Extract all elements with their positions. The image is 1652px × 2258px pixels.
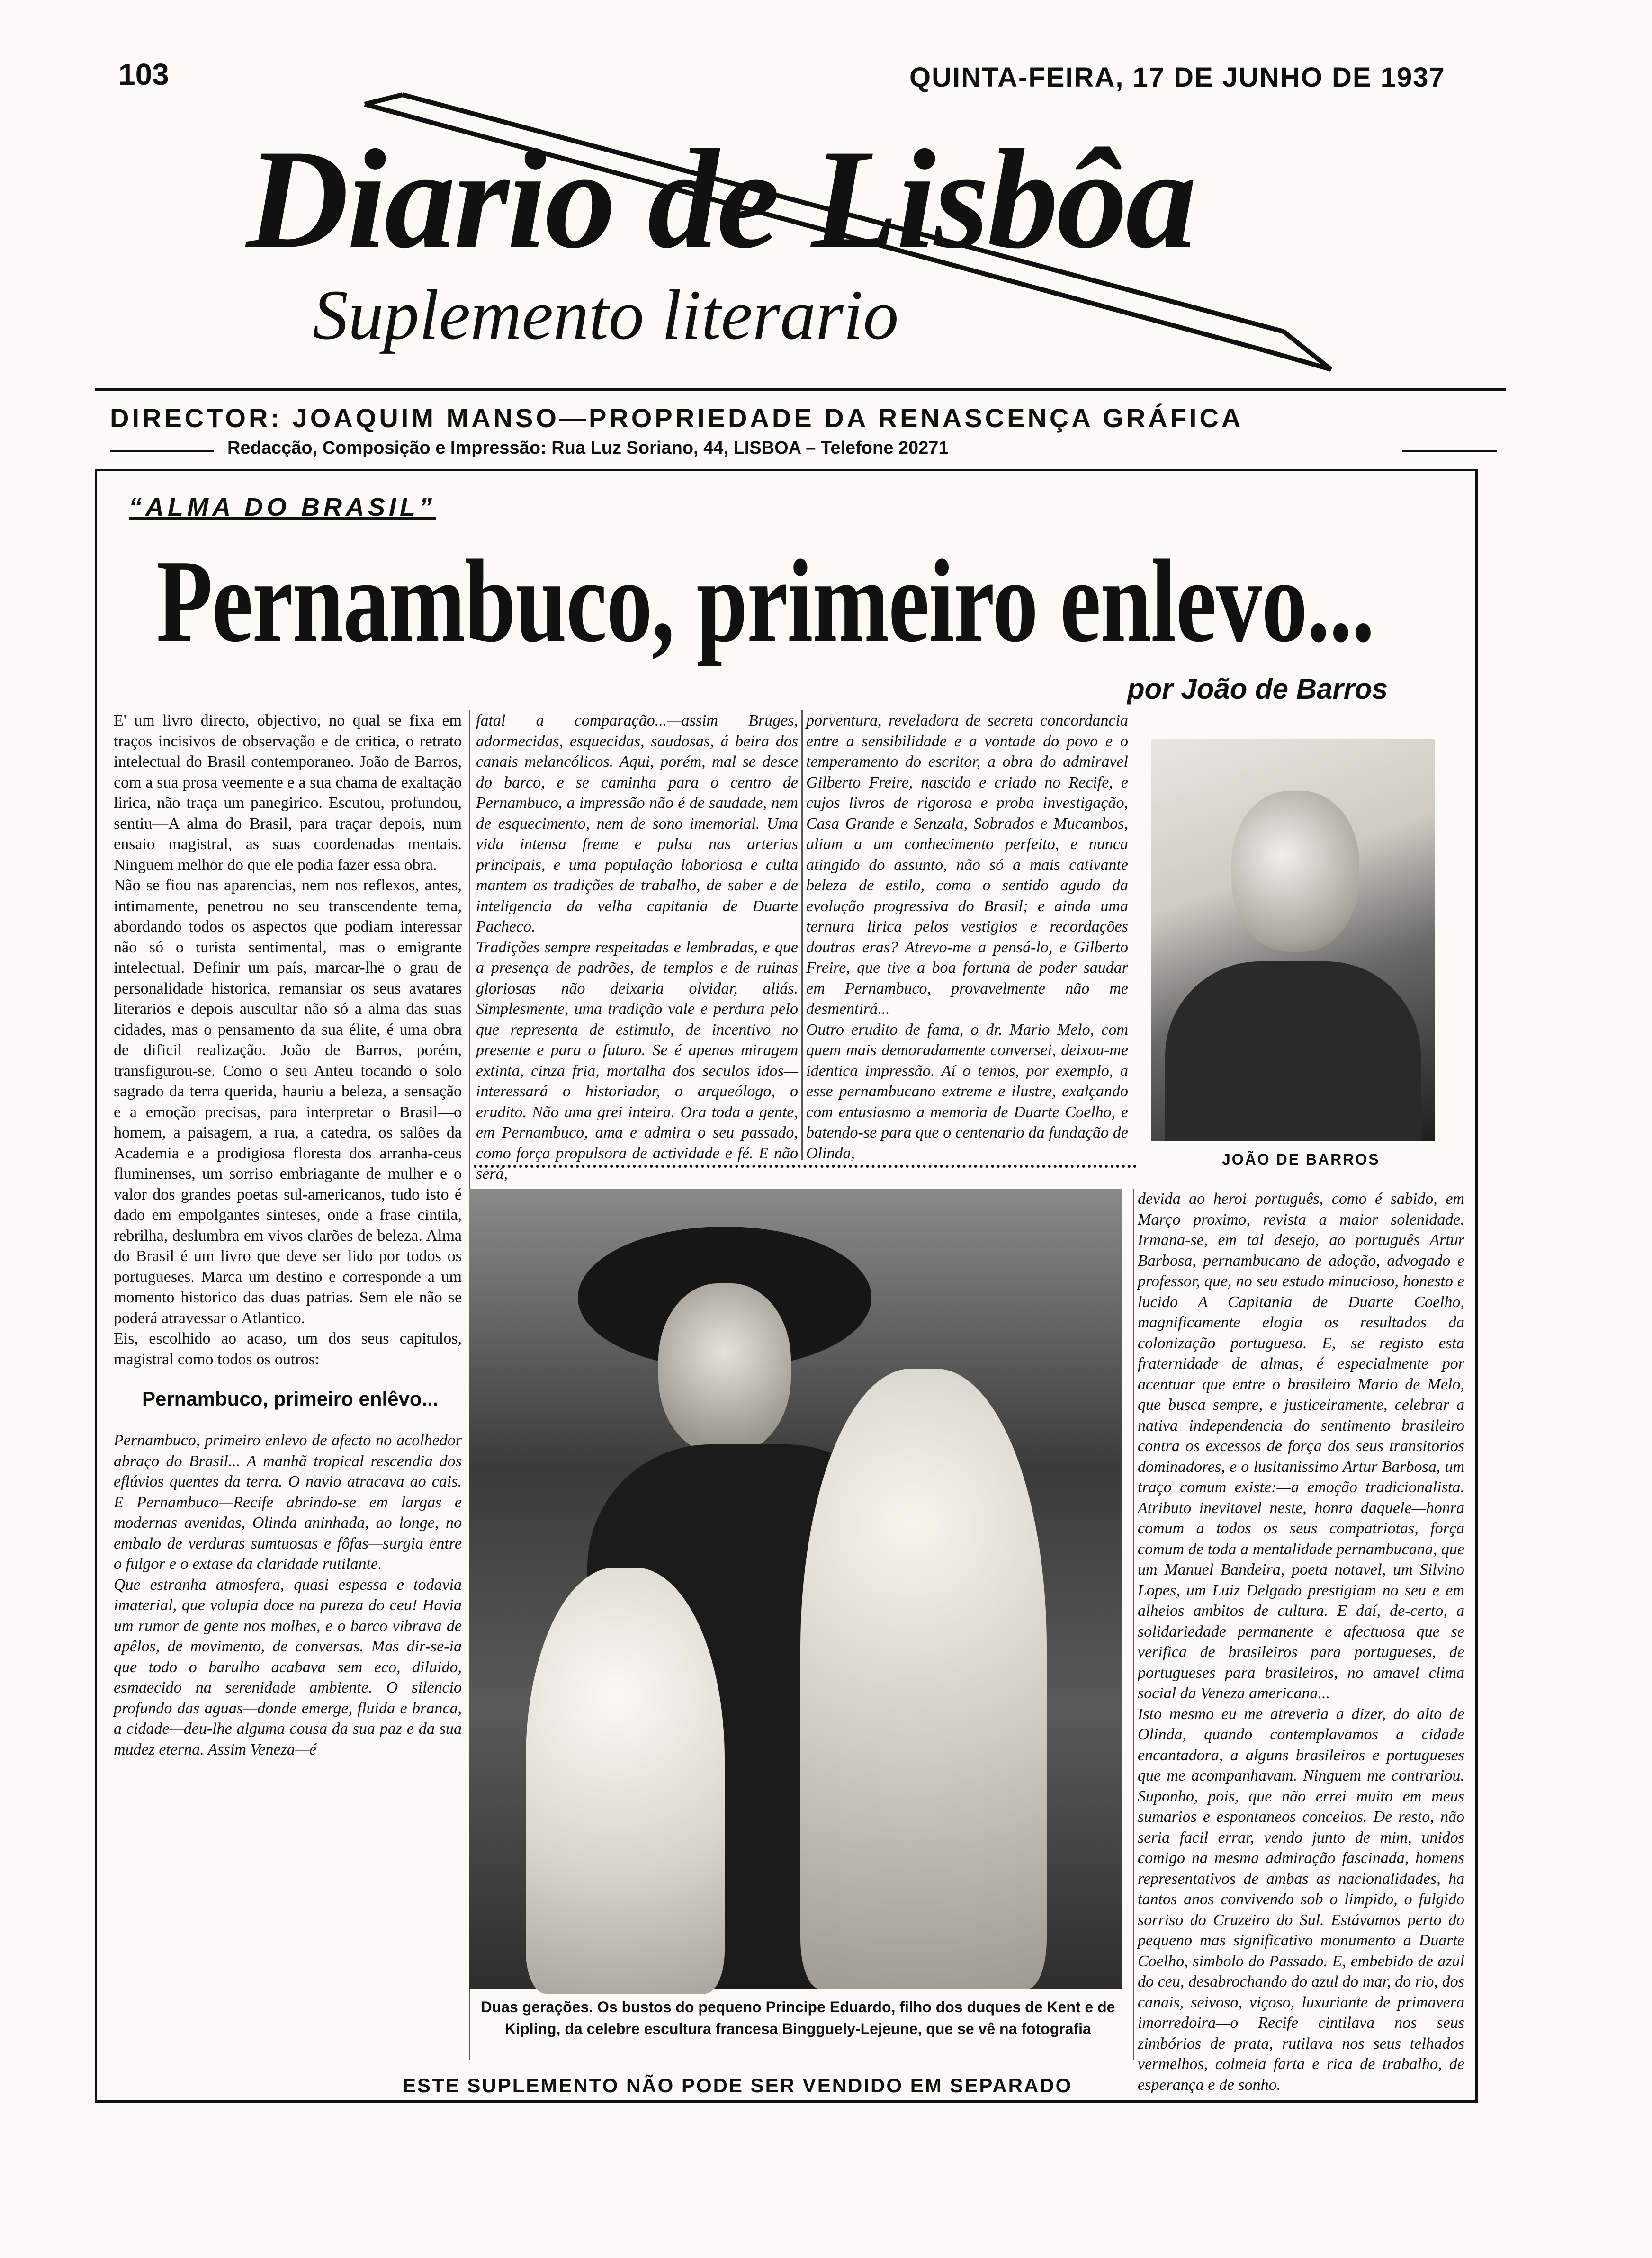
man-bust — [800, 1369, 1047, 1989]
masthead-subtitle: Suplemento literario — [313, 276, 899, 354]
article-column-3: porventura, reveladora de secreta concordancia entre a sensibilidade e a vontade do povo e o temperamento do escritor, a obra do admiravel Gilberto Freire, nascido e criado no Recife, e cujos livros de rigorosa e proba investigação, Casa Grande e Senzala, Sobrados e Mucambos, aliam a um conhecimento perfeito, e nunca atingido do assunto, não só a mais cativante beleza de estilo, como o sentido agudo da evolução progressiva do Brasil; e ainda uma ternura lirica pelos vestigios e recordações doutras eras? Atrevo-me a pensá-lo, e Gilberto Freire, que tive a boa fortuna de poder saudar em Pernambuco, provavelmente não me desmentirá... Outro erudito de fama, o dr. Mario Melo, com quem mais demoradamente conversei, deixou-me identica impressão. Aí o temos, por exemplo, a esse pernambucano extreme e ilustre, exalçando com entusiasmo a memoria de Duarte Coelho, e batendo-se para que o centenario da fundação de Olinda, — [806, 712, 1128, 1162]
address-rule-right — [1402, 450, 1497, 452]
busts-photo — [469, 1189, 1122, 1989]
address-rule-left — [110, 450, 214, 452]
article-subhead: Pernambuco, primeiro enlêvo... — [142, 1388, 439, 1410]
woman-face — [658, 1283, 791, 1454]
portrait-suit — [1165, 961, 1421, 1141]
article-column-4: devida ao heroi português, como é sabido, em Março proximo, revista a maior solenidade. Irmana-se, em tal desejo, ao português Artur Barbosa, pernambucano de adoção, advogado e professor, que, no seu estudo minucioso, honesto e lucido A Capitania de Duarte Coelho, magnificamente elogia os resultados da colonização portuguesa. E, se registo esta fraternidade de almas, é especialmente por acentuar que entre o brasileiro Mario de Melo, que busca sempre, e justiceiramente, celebrar a nativa independencia do sentimento brasileiro contra os excessos de força dos seus transitorios dominadores, e o lusitanissimo Artur Barbosa, um traço comum existe:—a emoção tradicionalista. Atributo inevitavel neste, honra daquele—honra comum a todos os seus compatriotas, força comum de toda a mentalidade pernambucana, que um Manuel Bandeira, poeta notavel, um Silvino Lopes, um Luiz Delgado prestigiam no seu e em alheios ambitos de cultura. E daí, de-certo, a solidariedade permanente e afectuosa que se verifica de brasileiros para portugueses, de portugueses para brasileiros, no amavel clima social da Veneza americana... Isto mesmo eu me atreveria a dizer, do alto de Olinda, quando contemplavamos a cidade encantadora, a alguns brasileiros e portugueses que me acompanhavam. Ninguem me contrariou. Suponho, pois, que não errei muito em meus sumarios e espontaneos conceitos. De resto, não seria facil errar, vendo junto de mim, unidos comigo na mesma admiração fascinada, homens representativos de ambas as nacionalidades, ha tantos anos convivendo sob o limpido, o fulgido sorriso do Cruzeiro do Sul. Estávamos perto do pequeno mas significativo monumento a Duarte Coelho, simbolo do Passado. E, embebido de azul do ceu, desabrochando do azul do mar, do rio, dos canais, seivoso, viçoso, luxuriante de primavera imorredoira—o Recife cintilava nos seus zimbórios de prata, rutilava nos seus telhados vermelhos, colmeia farta e rica de trabalho, de esperança e de sonho. — [1138, 1190, 1464, 2094]
article-column-2: fatal a comparação...—assim Bruges, adormecidas, esquecidas, saudosas, á beira dos canais melancólicos. Aqui, porém, mal se desce do barco, e se caminha para o centro de Pernambuco, a impressão não é de saudade, nem de esquecimento, nem de sono imemorial. Uma vida intensa freme e pulsa nas arterias principais, e uma população laboriosa e culta mantem as tradições de trabalho, de saber e de inteligencia da velha capitania de Duarte Pacheco. Tradições sempre respeitadas e lembradas, e que a presença de padrões, de templos e de ruinas gloriosas não deixaria olvidar, aliás. Simplesmente, uma tradição vale e perdura pelo que representa de estimulo, de incentivo no presente e para o futuro. Se é apenas miragem extinta, cinza fria, mortalha dos seculos idos—interessará o historiador, o arqueólogo, o erudito. Não uma grei inteira. Ora toda a gente, em Pernambuco, ama e admira o seu passado, como força propulsora de actividade e fé. E não será, — [476, 712, 798, 1183]
column-divider-2 — [801, 710, 803, 1160]
issue-date: QUINTA-FEIRA, 17 DE JUNHO DE 1937 — [909, 62, 1446, 93]
footer-notice: ESTE SUPLEMENTO NÃO PODE SER VENDIDO EM SEPARADO — [403, 2074, 1073, 2097]
busts-caption: Duas gerações. Os bustos do pequeno Principe Eduardo, filho dos duques de Kent e de Kipling, da celebre escultura francesa Bingguely-Lejeune, que se vê na fotografia — [481, 1998, 1115, 2037]
portrait-photo — [1151, 739, 1435, 1141]
article-byline: por João de Barros — [1127, 673, 1388, 705]
article-column-1-continued: Pernambuco, primeiro enlevo de afecto no acolhedor abraço do Brasil... A manhã tropical rescendia dos eflúvios quentes da terra. O navio atracava ao cais. E Pernambuco—Recife abrindo-se em largas e modernas avenidas, Olinda aninhada, ao longe, no embalo de verduras sumtuosas e fôfas—surgia entre o fulgor e o extase da claridade rutilante. Que estranha atmosfera, quasi espessa e todavia imaterial, que volupia doce na pureza do ceu! Havia um rumor de gente nos molhes, e o barco vibrava de apêlos, de movimento, de conversas. Mas dir-se-ia que todo o barulho acabava sem eco, diluido, esmaecido na serenidade ambiente. O silencio profundo das aguas—donde emerge, fluida e branca, a cidade—deu-lhe alguma cousa da sua paz e da sua mudez eterna. Assim Veneza—é — [114, 1432, 462, 1758]
column-divider-4 — [1133, 1189, 1134, 2060]
article-headline: Pernambuco, primeiro enlevo... — [156, 536, 1374, 667]
page-number: 103 — [118, 57, 169, 91]
address-line: Redacção, Composição e Impressão: Rua Luz Soriano, 44, LISBOA – Telefone 20271 — [227, 438, 949, 458]
masthead-title: Diario de Lisbôa — [246, 120, 1195, 278]
article-column-1: E' um livro directo, objectivo, no qual se fixa em traços incisivos de observação e de critica, o retrato intelectual do Brasil contemporaneo. João de Barros, com a sua prosa veemente e a sua chama de exaltação lirica, não traça um panegirico. Escutou, profundou, sentiu—A alma do Brasil, para traçar depois, num ensaio magistral, as suas coordenadas mentais. Ninguem melhor do que ele podia fazer essa obra. Não se fiou nas aparencias, nem nos reflexos, antes, intimamente, penetrou no seu transcendente tema, abordando todos os aspectos que podiam interessar não só o turista sentimental, mas o emigrante intelectual. Definir um país, marcar-lhe o grau de personalidade historica, remansiar os seus avatares literarios e depois auscultar não só a alma das suas cidades, mas o pensamento da sua élite, é uma obra de dificil realização. João de Barros, porém, transfigurou-se. Como o seu Anteu tocando o solo sagrado da terra querida, hauriu a beleza, a sensação e a emoção precisas, para interpretar o Brasil—o homem, a paisagem, a rua, a catedra, os salões da Academia e a prodigiosa floresta dos arranha-ceus fluminenses, um sorriso embriagante de mulher e o valor dos grandes poetas sul-americanos, tudo isto é dado em empolgantes sinteses, onde a frase cintila, rebrilha, deslumbra em vivos clarões de beleza. Alma do Brasil é um livro que deve ser lido por todos os portugueses. Marca um destino e corresponde a um momento historico das duas patrias. Sem ele não se poderá atravessar o Atlantico. Eis, escolhido ao acaso, um dos seus capitulos, magistral como todos os outros: — [114, 712, 462, 1368]
dotted-separator — [474, 1165, 1137, 1174]
article-kicker: “ALMA DO BRASIL” — [129, 493, 436, 521]
masthead — [246, 85, 1407, 379]
child-bust — [526, 1568, 725, 1994]
director-line: DIRECTOR: JOAQUIM MANSO—PROPRIEDADE DA RENASCENÇA GRÁFICA — [110, 403, 1244, 433]
portrait-caption: JOÃO DE BARROS — [1222, 1151, 1380, 1168]
masthead-rule — [95, 388, 1506, 391]
portrait-head — [1231, 791, 1359, 952]
